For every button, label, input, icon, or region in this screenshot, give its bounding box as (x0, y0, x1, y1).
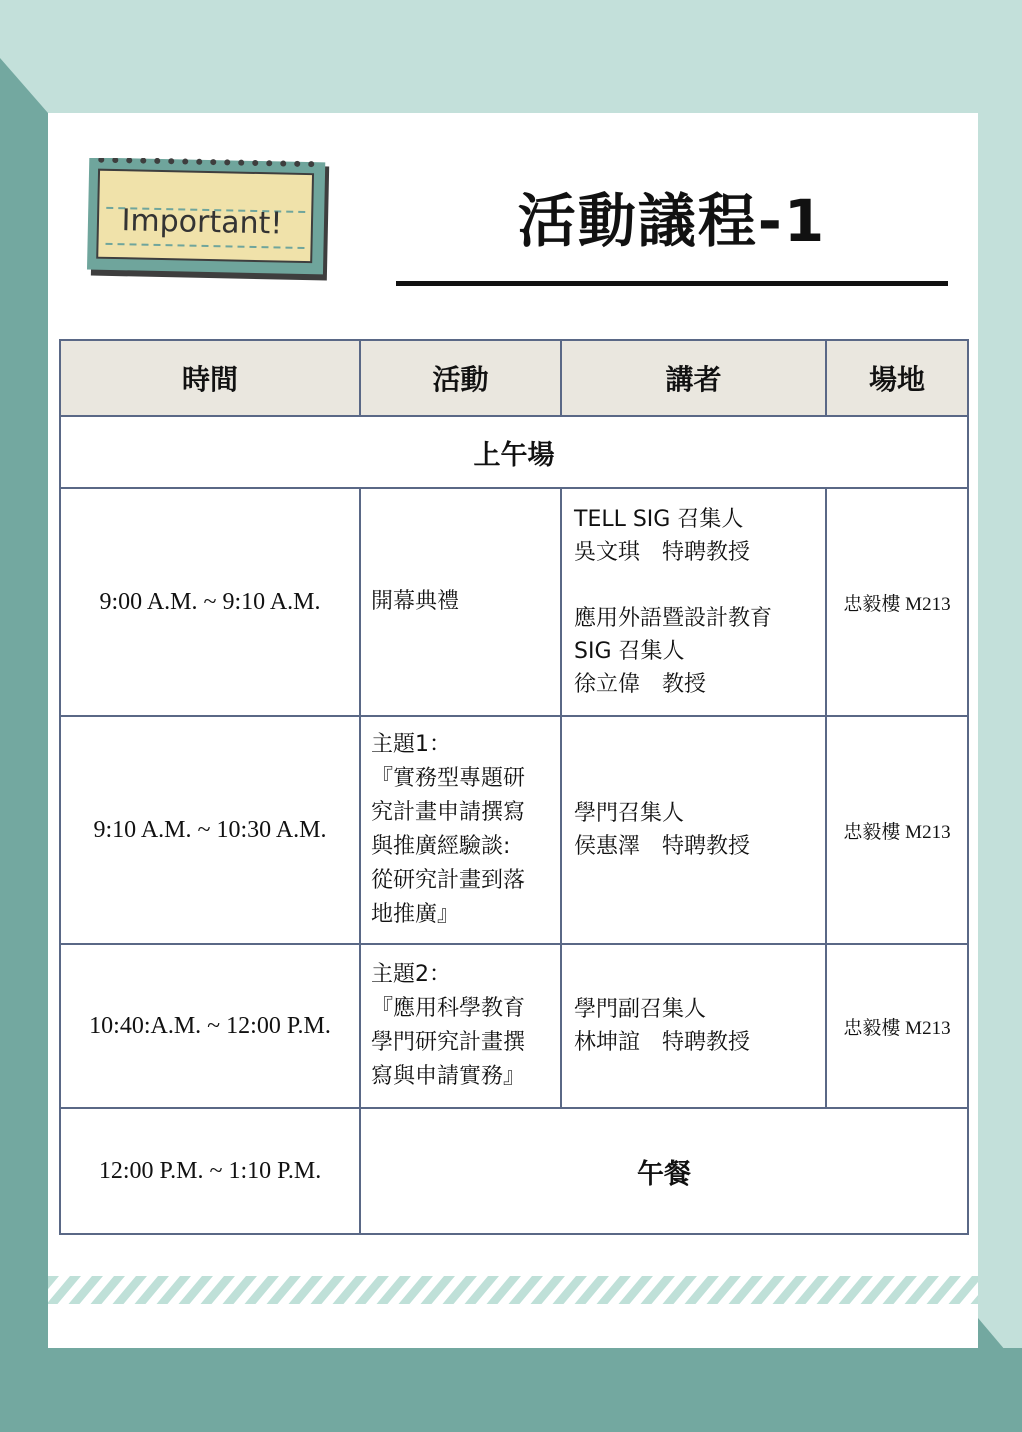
time-cell: 9:00 A.M. ~ 9:10 A.M. (60, 488, 360, 716)
speaker-spacer (574, 569, 813, 602)
lunch-row (60, 1108, 968, 1234)
table-row (60, 488, 968, 716)
table-row (60, 716, 968, 944)
speaker-line: 侯惠澤 特聘教授 (574, 834, 751, 859)
agenda-table (59, 339, 969, 1235)
speaker-line: TELL SIG 召集人 (574, 507, 744, 532)
activity-line: 學門研究計畫撰 (371, 1030, 526, 1055)
header-speaker: 講者 (561, 340, 826, 416)
section-morning: 上午場 (60, 416, 968, 488)
speaker-line: SIG 召集人 (574, 639, 685, 664)
activity-line: 地推廣』 (371, 902, 460, 927)
activity-line: 主題1： (371, 732, 451, 757)
important-note-text: Important! (121, 203, 283, 242)
activity-cell (360, 944, 561, 1108)
venue-cell: 忠毅樓 M213 (826, 488, 968, 716)
speaker-line: 學門副召集人 (574, 997, 707, 1022)
activity-line: 從研究計畫到落 (371, 868, 526, 893)
title-underline (396, 281, 948, 286)
speaker-line: 應用外語暨設計教育 (574, 606, 773, 631)
time-cell: 9:10 A.M. ~ 10:30 A.M. (60, 716, 360, 944)
speaker-line: 學門召集人 (574, 801, 685, 826)
lunch-label: 午餐 (360, 1108, 968, 1234)
header-time: 時間 (60, 340, 360, 416)
activity-line: 與推廣經驗談: (371, 834, 511, 859)
page-title: 活動議程-1 (517, 187, 827, 255)
activity-line: 『應用科學教育 (371, 996, 526, 1021)
activity-cell (360, 716, 561, 944)
header-activity: 活動 (360, 340, 561, 416)
time-cell: 12:00 P.M. ~ 1:10 P.M. (60, 1108, 360, 1234)
speaker-cell (561, 944, 826, 1108)
decorative-stripes (48, 1276, 978, 1304)
speaker-cell (561, 716, 826, 944)
speaker-line: 徐立偉 教授 (574, 672, 707, 697)
activity-line: 究計畫申請撰寫 (371, 800, 526, 825)
important-note-card (86, 158, 332, 286)
activity-line: 主題2： (371, 962, 451, 987)
activity-cell (360, 488, 561, 716)
activity-line: 『實務型專題研 (371, 766, 526, 791)
table-header-row (60, 340, 968, 416)
speaker-cell (561, 488, 826, 716)
activity-line: 開幕典禮 (371, 589, 460, 614)
speaker-line: 林坤誼 特聘教授 (574, 1030, 751, 1055)
venue-cell: 忠毅樓 M213 (826, 944, 968, 1108)
speaker-line: 吳文琪 特聘教授 (574, 540, 751, 565)
section-row (60, 416, 968, 488)
header-venue: 場地 (826, 340, 968, 416)
activity-line: 寫與申請實務』 (371, 1064, 526, 1089)
time-cell: 10:40:A.M. ~ 12:00 P.M. (60, 944, 360, 1108)
table-row (60, 944, 968, 1108)
venue-cell: 忠毅樓 M213 (826, 716, 968, 944)
